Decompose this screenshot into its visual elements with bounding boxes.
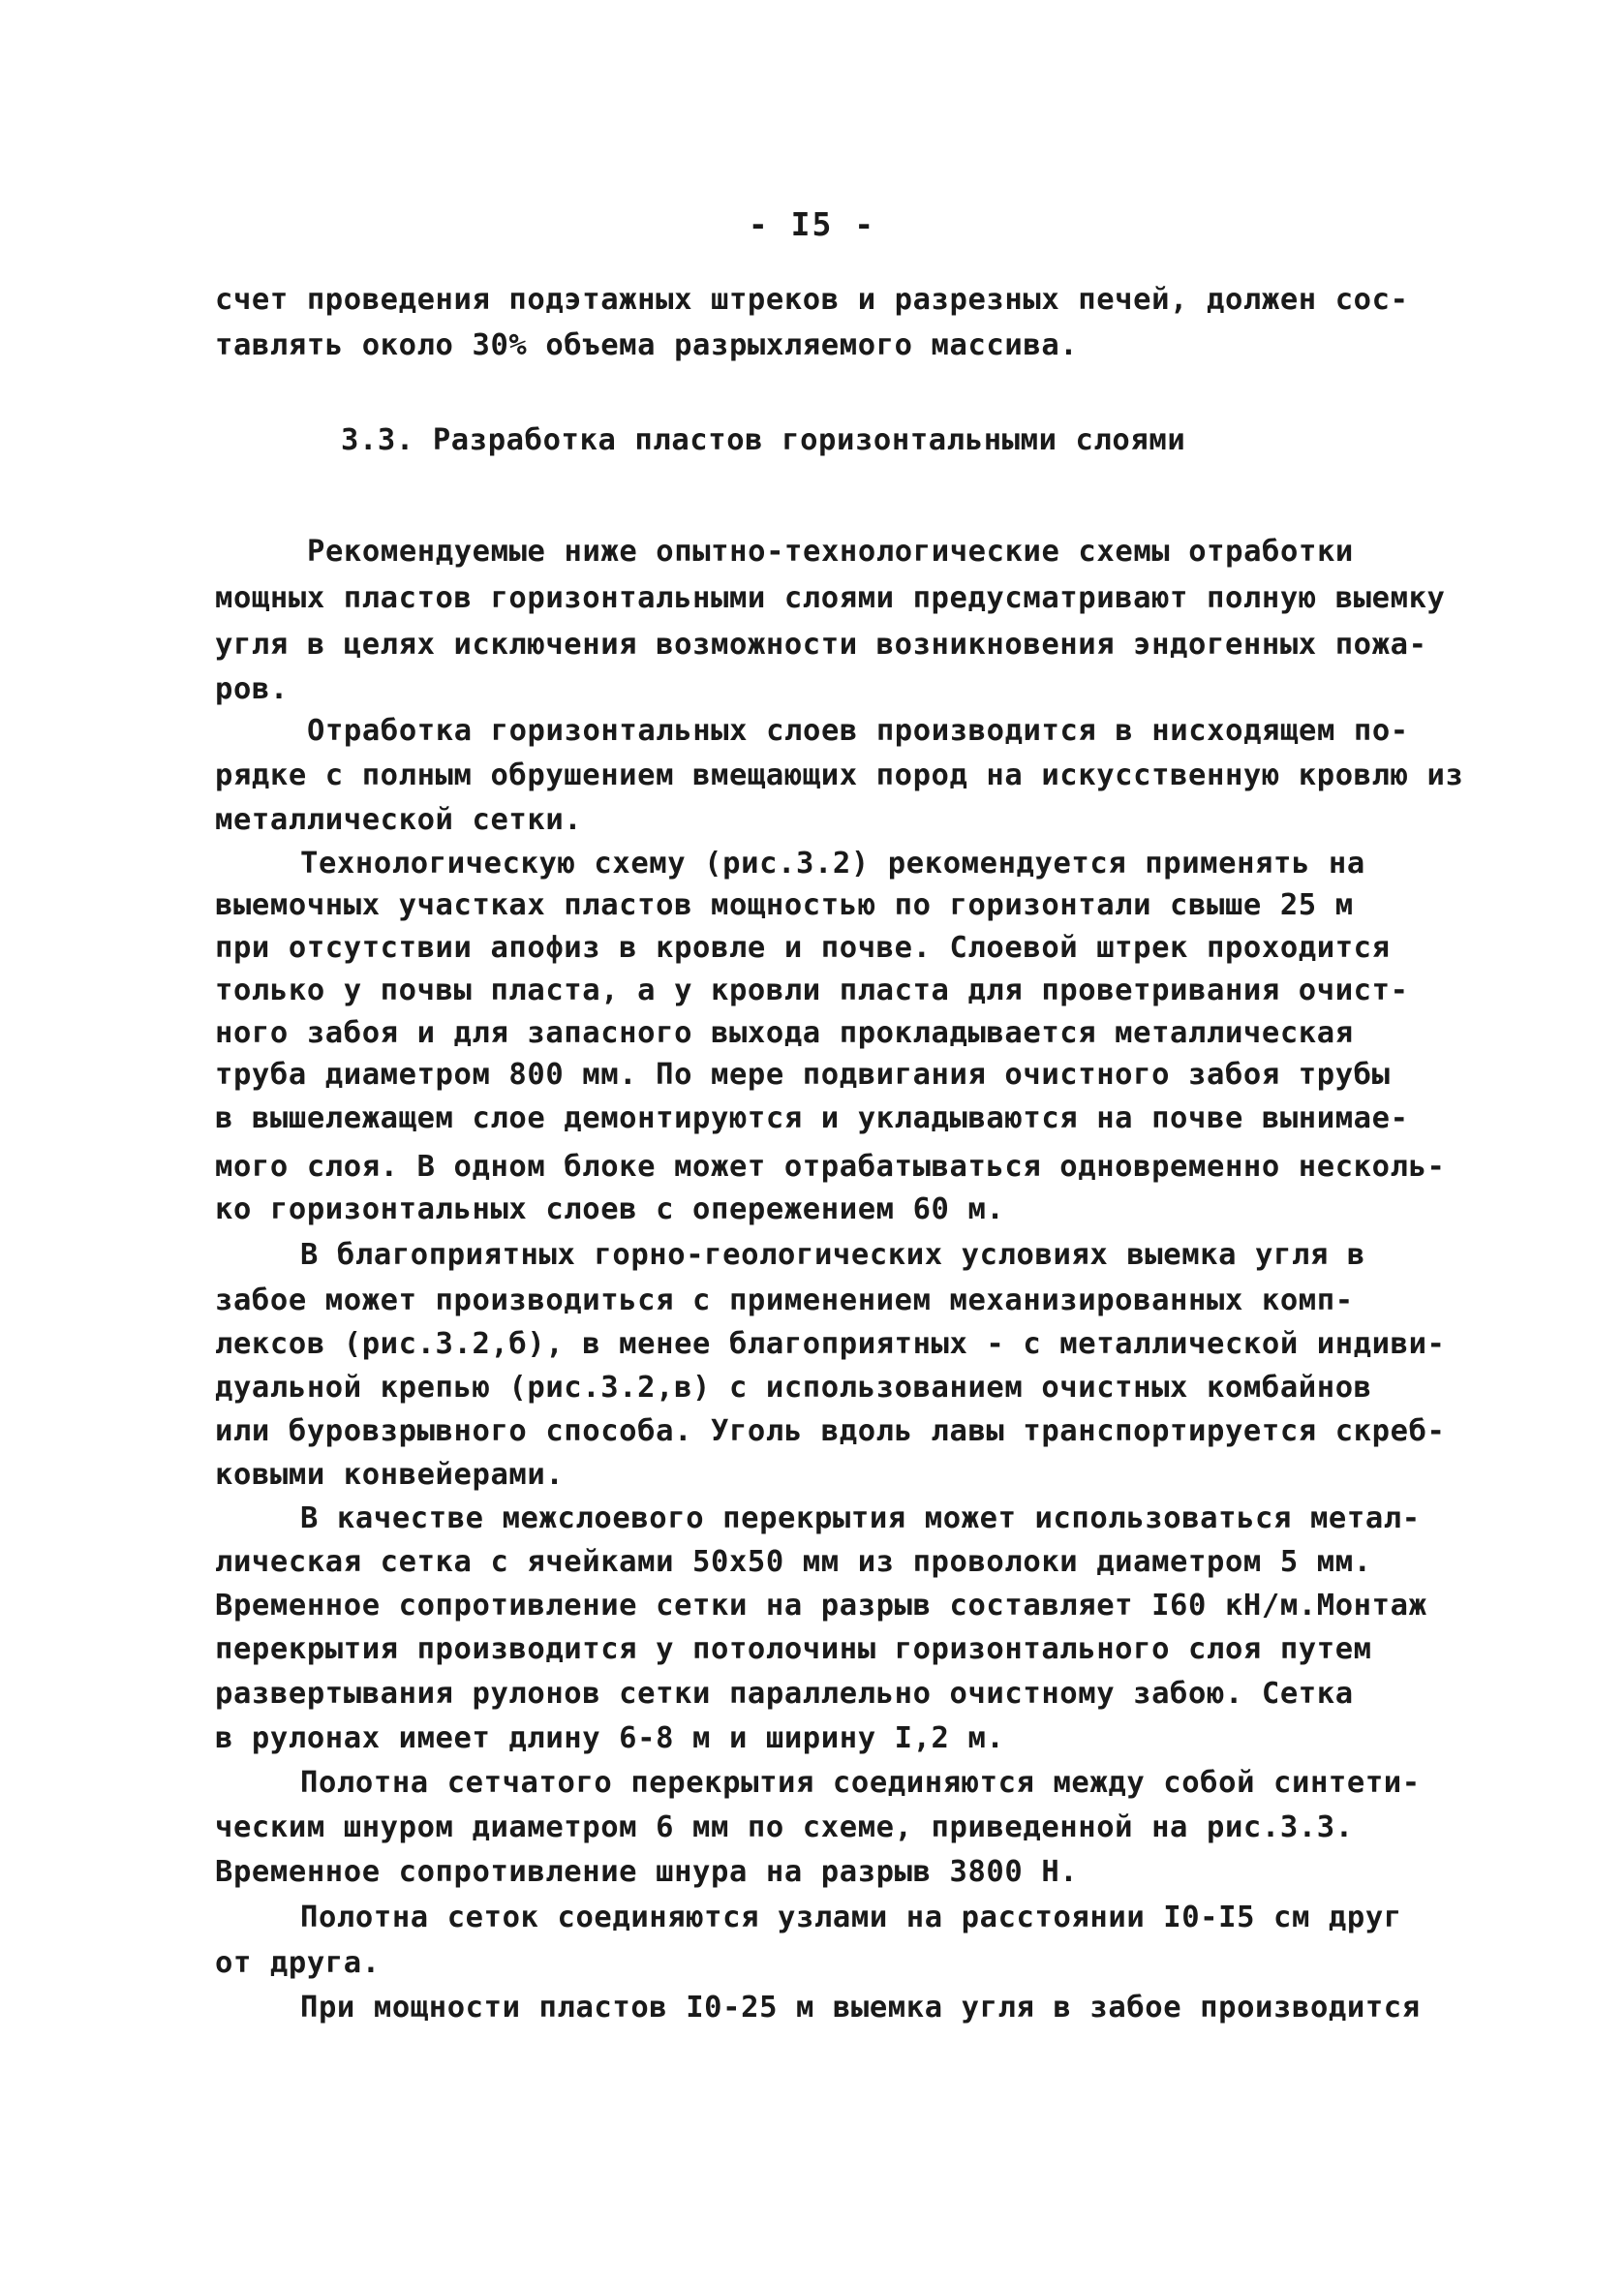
body-line: Полотна сетчатого перекрытия соединяются между собой синтети- <box>300 1766 1421 1800</box>
body-line: мого слоя. В одном блоке может отрабатываться одновременно несколь- <box>215 1150 1446 1184</box>
body-line: лексов (рис.3.2,б), в менее благоприятных - с металлической индиви- <box>215 1327 1446 1361</box>
body-line: ко горизонтальных слоев с опережением 60 м. <box>215 1192 1005 1226</box>
body-line: Рекомендуемые ниже опытно-технологические схемы отработки <box>307 535 1354 569</box>
intro-line: тавлять около 30% объема разрыхляемого массива. <box>215 328 1079 362</box>
body-line: Полотна сеток соединяются узлами на расстоянии I0-I5 см друг <box>300 1901 1402 1934</box>
body-line: Временное сопротивление сетки на разрыв составляет I60 кН/м.Монтаж <box>215 1589 1427 1623</box>
body-line: или буровзрывного способа. Уголь вдоль лавы транспортируется скреб- <box>215 1414 1446 1448</box>
page-number: - I5 - <box>748 205 876 243</box>
body-line: ров. <box>215 672 289 706</box>
body-line: металлической сетки. <box>215 803 583 837</box>
body-line: ческим шнуром диаметром 6 мм по схеме, приведенной на рис.3.3. <box>215 1810 1354 1844</box>
body-line: угля в целях исключения возможности возникновения эндогенных пожа- <box>215 628 1427 662</box>
body-line: при отсутствии апофиз в кровле и почве. Слоевой штрек проходится <box>215 931 1391 965</box>
body-line: от друга. <box>215 1946 381 1980</box>
body-line: В качестве межслоевого перекрытия может использоваться метал- <box>300 1501 1421 1535</box>
body-line: выемочных участках пластов мощностью по горизонтали свыше 25 м <box>215 888 1354 922</box>
body-line: ного забоя и для запасного выхода прокладывается металлическая <box>215 1016 1354 1050</box>
body-line: Технологическую схему (рис.3.2) рекомендуется применять на <box>300 847 1365 881</box>
section-heading: 3.3. Разработка пластов горизонтальными слоями <box>341 423 1186 457</box>
body-line: рядке с полным обрушением вмещающих пород на искусственную кровлю из <box>215 758 1464 792</box>
body-line: Отработка горизонтальных слоев производится в нисходящем по- <box>307 714 1409 748</box>
body-line: перекрытия производится у потолочины горизонтального слоя путем <box>215 1632 1372 1666</box>
body-line: Временное сопротивление шнура на разрыв 3800 Н. <box>215 1855 1079 1889</box>
body-line: мощных пластов горизонтальными слоями предусматривают полную выемку <box>215 581 1446 615</box>
body-line: В благоприятных горно-геологических условиях выемка угля в <box>300 1238 1365 1272</box>
body-line: лическая сетка с ячейками 50х50 мм из проволоки диаметром 5 мм. <box>215 1545 1372 1579</box>
body-line: ковыми конвейерами. <box>215 1458 565 1492</box>
body-line: развертывания рулонов сетки параллельно очистному забою. Сетка <box>215 1677 1354 1711</box>
body-line: в рулонах имеет длину 6-8 м и ширину I,2 м. <box>215 1721 1005 1755</box>
body-line: в вышележащем слое демонтируются и укладываются на почве вынимае- <box>215 1101 1409 1135</box>
body-line: забое может производиться с применением механизированных комп- <box>215 1283 1354 1317</box>
body-line: дуальной крепью (рис.3.2,в) с использованием очистных комбайнов <box>215 1371 1372 1405</box>
body-line: При мощности пластов I0-25 м выемка угля в забое производится <box>300 1991 1421 2025</box>
body-line: только у почвы пласта, а у кровли пласта для проветривания очист- <box>215 974 1409 1007</box>
body-line: труба диаметром 800 мм. По мере подвигания очистного забоя трубы <box>215 1058 1391 1092</box>
intro-line: счет проведения подэтажных штреков и разрезных печей, должен сос- <box>215 283 1409 317</box>
